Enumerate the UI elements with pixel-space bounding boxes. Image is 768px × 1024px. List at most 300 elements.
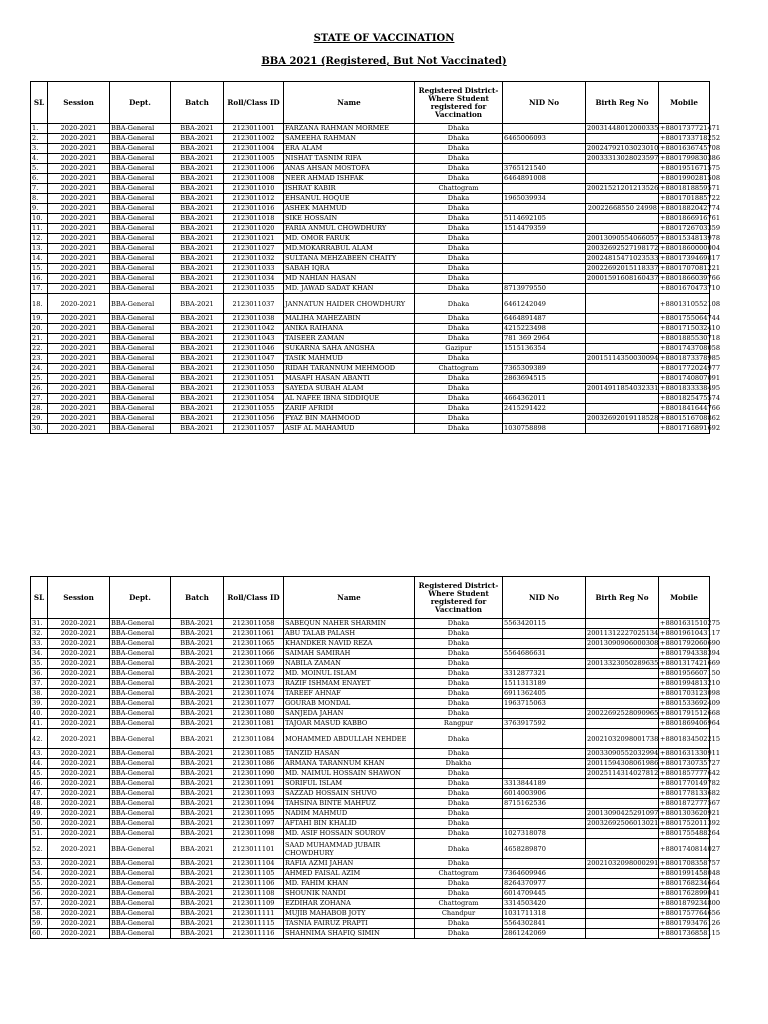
- cell-nid: [503, 254, 586, 264]
- cell-birth-reg: [586, 424, 659, 434]
- cell-birth-reg: 20014911854032331: [587, 384, 659, 392]
- table-row: [31, 679, 710, 689]
- cell-roll-id: 2123011105: [224, 869, 284, 879]
- cell-session: 2020-2021: [48, 334, 110, 344]
- cell-mobile: +8801733718252: [660, 134, 721, 142]
- cell-mobile: +8801793476126: [660, 919, 721, 927]
- document-subtitle: BBA 2021 (Registered, But Not Vaccinated): [261, 56, 507, 67]
- cell-roll-id: 2123011077: [224, 699, 284, 709]
- cell-name: MD. JAWAD SADAT KHAN: [284, 284, 415, 294]
- table-header-row: [31, 577, 710, 619]
- cell-district: Dhaka: [415, 669, 503, 679]
- cell-name: MD. FAHIM KHAN: [284, 879, 415, 889]
- table-row: [31, 154, 710, 164]
- cell-sl: 22.: [31, 344, 48, 354]
- cell-mobile: +8801740814027: [659, 839, 710, 859]
- cell-mobile: +8801991458048: [660, 869, 721, 877]
- cell-district: Dhaka: [415, 809, 503, 819]
- cell-nid: 6464891487: [503, 314, 586, 324]
- cell-mobile: +8801534813978: [660, 234, 721, 242]
- cell-mobile: +8801752011392: [660, 819, 721, 827]
- cell-batch: BBA-2021: [171, 274, 224, 284]
- cell-sl: 16.: [31, 274, 48, 284]
- col-header-session: Session: [48, 577, 110, 619]
- cell-name: ARMANA TARANNUM KHAN: [284, 759, 415, 769]
- cell-dept: BBA-General: [110, 314, 171, 324]
- cell-mobile: +8801730735727: [660, 759, 721, 767]
- cell-nid: 4215223498: [503, 324, 586, 334]
- table-row: [31, 879, 710, 889]
- cell-nid: [503, 809, 586, 819]
- cell-session: 2020-2021: [48, 354, 110, 364]
- cell-roll-id: 2123011073: [224, 679, 284, 689]
- cell-district: Dhaka: [415, 224, 503, 234]
- cell-nid: [503, 264, 586, 274]
- cell-roll-id: 2123011084: [224, 729, 284, 749]
- cell-nid: [503, 204, 586, 214]
- cell-name: MOHAMMED ABDULLAH NEHDEE: [284, 729, 415, 749]
- cell-mobile: +8801990281508: [660, 174, 721, 182]
- col-header-nid: NID No: [503, 577, 586, 619]
- cell-mobile: +8801885530718: [660, 334, 721, 342]
- cell-name: MD. ASIF HOSSAIN SOUROV: [284, 829, 415, 839]
- cell-name: FARIA ANMUL CHOWDHURY: [284, 224, 415, 234]
- cell-sl: 58.: [31, 909, 48, 919]
- cell-batch: BBA-2021: [171, 779, 224, 789]
- cell-roll-id: 2123011116: [224, 929, 284, 939]
- cell-name: SANJEDA JAHAN: [284, 709, 415, 719]
- cell-mobile: +8801794338394: [660, 649, 721, 657]
- cell-batch: BBA-2021: [171, 204, 224, 214]
- table-row: [31, 729, 710, 749]
- cell-birth-reg: 20032692527198172: [587, 244, 659, 252]
- cell-roll-id: 2123011101: [224, 839, 284, 859]
- cell-sl: 49.: [31, 809, 48, 819]
- cell-district: Dhaka: [415, 214, 503, 224]
- cell-birth-reg: [586, 779, 659, 789]
- cell-dept: BBA-General: [110, 779, 171, 789]
- cell-roll-id: 2123011033: [224, 264, 284, 274]
- cell-mobile: +8801636745708: [660, 144, 721, 152]
- cell-district: Dhaka: [415, 659, 503, 669]
- cell-sl: 46.: [31, 779, 48, 789]
- cell-district: Dhaka: [415, 919, 503, 929]
- cell-batch: BBA-2021: [171, 809, 224, 819]
- cell-nid: [503, 859, 586, 869]
- table-row: [31, 414, 710, 424]
- cell-roll-id: 2123011098: [224, 829, 284, 839]
- cell-sl: 2.: [31, 134, 48, 144]
- cell-birth-reg: [586, 929, 659, 939]
- cell-sl: 12.: [31, 234, 48, 244]
- cell-dept: BBA-General: [110, 344, 171, 354]
- cell-roll-id: 2123011066: [224, 649, 284, 659]
- cell-session: 2020-2021: [48, 264, 110, 274]
- cell-name: MUJIB MAHABOB JOTY: [284, 909, 415, 919]
- table-row: [31, 759, 710, 769]
- cell-dept: BBA-General: [110, 174, 171, 184]
- cell-name: MD NAHIAN HASAN: [284, 274, 415, 284]
- table-row: [31, 364, 710, 374]
- cell-dept: BBA-General: [110, 899, 171, 909]
- cell-batch: BBA-2021: [171, 284, 224, 294]
- cell-district: Dhaka: [415, 749, 503, 759]
- cell-name: ZARIF AFRIDI: [284, 404, 415, 414]
- cell-batch: BBA-2021: [171, 244, 224, 254]
- cell-batch: BBA-2021: [171, 619, 224, 629]
- cell-dept: BBA-General: [110, 294, 171, 314]
- cell-dept: BBA-General: [110, 619, 171, 629]
- cell-mobile: +8801872777567: [660, 799, 721, 807]
- cell-batch: BBA-2021: [171, 254, 224, 264]
- cell-name: AL NAFEE IBNA SIDDIQUE: [284, 394, 415, 404]
- table-header-row: [31, 82, 710, 124]
- cell-name: SAMEEHA RAHMAN: [284, 134, 415, 144]
- cell-mobile: +8801879234800: [660, 899, 721, 907]
- cell-name: TAHSINA BINTE MAHFUZ: [284, 799, 415, 809]
- cell-sl: 43.: [31, 749, 48, 759]
- cell-mobile: +8801743708058: [660, 344, 721, 352]
- cell-mobile: +8801772024977: [660, 364, 721, 372]
- cell-birth-reg: [586, 669, 659, 679]
- cell-nid: 1511313189: [503, 679, 586, 689]
- cell-birth-reg: 20021032098001738: [586, 729, 659, 749]
- cell-mobile: +8801778133682: [660, 789, 721, 797]
- cell-district: Dhaka: [415, 689, 503, 699]
- table-row: [31, 134, 710, 144]
- cell-nid: 7364609946: [503, 869, 586, 879]
- cell-birth-reg: 20021521201213526: [587, 184, 659, 192]
- cell-batch: BBA-2021: [171, 214, 224, 224]
- cell-sl: 52.: [31, 839, 48, 859]
- table-row: [31, 124, 710, 134]
- table-row: [31, 629, 710, 639]
- cell-birth-reg: [586, 164, 659, 174]
- table-row: [31, 144, 710, 154]
- cell-dept: BBA-General: [110, 424, 171, 434]
- cell-name: NEER AHMAD ISHFAK: [284, 174, 415, 184]
- col-header-nid: NID No: [503, 82, 586, 124]
- cell-session: 2020-2021: [48, 344, 110, 354]
- cell-district: Dhaka: [415, 314, 503, 324]
- cell-dept: BBA-General: [110, 144, 171, 154]
- cell-sl: 50.: [31, 819, 48, 829]
- cell-mobile: +8801755488264: [660, 829, 721, 837]
- cell-batch: BBA-2021: [171, 859, 224, 869]
- cell-dept: BBA-General: [110, 649, 171, 659]
- cell-sl: 28.: [31, 404, 48, 414]
- cell-batch: BBA-2021: [171, 839, 224, 859]
- table-row: [31, 244, 710, 254]
- cell-dept: BBA-General: [110, 699, 171, 709]
- cell-sl: 27.: [31, 394, 48, 404]
- cell-dept: BBA-General: [110, 879, 171, 889]
- cell-nid: 3765121540: [503, 164, 586, 174]
- col-header-session: Session: [48, 82, 110, 124]
- cell-session: 2020-2021: [48, 859, 110, 869]
- cell-session: 2020-2021: [48, 394, 110, 404]
- cell-dept: BBA-General: [110, 274, 171, 284]
- cell-batch: BBA-2021: [171, 829, 224, 839]
- cell-district: Dhaka: [415, 709, 503, 719]
- table-row: [31, 284, 710, 294]
- cell-dept: BBA-General: [110, 769, 171, 779]
- table-row: [31, 394, 710, 404]
- cell-mobile: +8801716891692: [660, 424, 721, 432]
- table-row: [31, 354, 710, 364]
- col-header-district: Registered District-Where Student registered for Vaccination: [415, 82, 503, 124]
- cell-roll-id: 2123011004: [224, 144, 284, 154]
- cell-roll-id: 2123011001: [224, 124, 284, 134]
- cell-mobile: +8801882042774: [660, 204, 721, 212]
- cell-batch: BBA-2021: [171, 234, 224, 244]
- table-row: [31, 264, 710, 274]
- cell-dept: BBA-General: [110, 124, 171, 134]
- cell-sl: 4.: [31, 154, 48, 164]
- cell-batch: BBA-2021: [171, 154, 224, 164]
- table-row: [31, 184, 710, 194]
- cell-mobile: +8801670473710: [660, 284, 721, 292]
- cell-district: Dhaka: [415, 154, 503, 164]
- cell-sl: 38.: [31, 689, 48, 699]
- cell-name: TASIK MAHMUD: [284, 354, 415, 364]
- cell-dept: BBA-General: [110, 234, 171, 244]
- cell-dept: BBA-General: [110, 254, 171, 264]
- cell-mobile: +8801701885722: [660, 194, 721, 202]
- cell-batch: BBA-2021: [171, 374, 224, 384]
- cell-dept: BBA-General: [110, 214, 171, 224]
- cell-name: ASHEK MAHMUD: [284, 204, 415, 214]
- cell-roll-id: 2123011043: [224, 334, 284, 344]
- cell-batch: BBA-2021: [171, 869, 224, 879]
- cell-nid: [503, 749, 586, 759]
- cell-birth-reg: 20033313028023597: [587, 154, 659, 162]
- cell-birth-reg: [586, 719, 659, 729]
- cell-name: MD. MOINUL ISLAM: [284, 669, 415, 679]
- cell-nid: 5564686631: [503, 649, 586, 659]
- table-row: [31, 384, 710, 394]
- table-row: [31, 194, 710, 204]
- cell-sl: 48.: [31, 799, 48, 809]
- cell-birth-reg: [586, 889, 659, 899]
- cell-dept: BBA-General: [110, 689, 171, 699]
- cell-birth-reg: 20024792103023010: [587, 144, 659, 152]
- cell-sl: 8.: [31, 194, 48, 204]
- cell-birth-reg: [586, 839, 659, 859]
- cell-district: Dhaka: [415, 879, 503, 889]
- cell-name: JANNATUN HAIDER CHOWDHURY: [284, 294, 415, 314]
- cell-roll-id: 2123011050: [224, 364, 284, 374]
- col-header-batch: Batch: [171, 82, 224, 124]
- col-header-sl: SL: [31, 577, 48, 619]
- cell-roll-id: 2123011061: [224, 629, 284, 639]
- cell-district: Dhaka: [415, 284, 503, 294]
- cell-birth-reg: [586, 909, 659, 919]
- cell-session: 2020-2021: [48, 809, 110, 819]
- cell-mobile: +8801533692409: [660, 699, 721, 707]
- cell-dept: BBA-General: [110, 759, 171, 769]
- table-row: [31, 234, 710, 244]
- cell-batch: BBA-2021: [171, 344, 224, 354]
- cell-session: 2020-2021: [48, 719, 110, 729]
- cell-session: 2020-2021: [48, 174, 110, 184]
- cell-name: SHOUNIK NANDI: [284, 889, 415, 899]
- cell-nid: 7365309389: [503, 364, 586, 374]
- cell-dept: BBA-General: [110, 749, 171, 759]
- cell-nid: [503, 184, 586, 194]
- cell-roll-id: 2123011051: [224, 374, 284, 384]
- cell-name: SUKARNA SAHA ANGSHA: [284, 344, 415, 354]
- cell-dept: BBA-General: [110, 184, 171, 194]
- cell-batch: BBA-2021: [171, 669, 224, 679]
- cell-nid: [503, 274, 586, 284]
- cell-nid: 1030758898: [503, 424, 586, 434]
- cell-name: MD.MOKARRABUL ALAM: [284, 244, 415, 254]
- cell-dept: BBA-General: [110, 134, 171, 144]
- cell-session: 2020-2021: [48, 424, 110, 434]
- cell-birth-reg: 20032692019118528: [587, 414, 659, 422]
- cell-mobile: +8801757764656: [660, 909, 721, 917]
- cell-nid: 6911362405: [503, 689, 586, 699]
- cell-district: Dhaka: [415, 619, 503, 629]
- cell-name: SABEQUN NAHER SHARMIN: [284, 619, 415, 629]
- cell-sl: 41.: [31, 719, 48, 729]
- cell-dept: BBA-General: [110, 889, 171, 899]
- cell-district: Dhaka: [415, 424, 503, 434]
- cell-batch: BBA-2021: [171, 789, 224, 799]
- cell-birth-reg: [586, 789, 659, 799]
- cell-session: 2020-2021: [48, 184, 110, 194]
- cell-nid: [503, 234, 586, 244]
- cell-dept: BBA-General: [110, 194, 171, 204]
- cell-mobile: +8801961043117: [660, 629, 721, 637]
- cell-nid: 1963715063: [503, 699, 586, 709]
- cell-session: 2020-2021: [48, 899, 110, 909]
- cell-nid: [503, 639, 586, 649]
- cell-nid: 5564302841: [503, 919, 586, 929]
- cell-dept: BBA-General: [110, 809, 171, 819]
- cell-nid: 5563420115: [503, 619, 586, 629]
- table-row: [31, 699, 710, 709]
- cell-dept: BBA-General: [110, 364, 171, 374]
- col-header-sl: SL: [31, 82, 48, 124]
- cell-birth-reg: 20001591608160437: [587, 274, 659, 282]
- cell-sl: 14.: [31, 254, 48, 264]
- cell-dept: BBA-General: [110, 819, 171, 829]
- cell-batch: BBA-2021: [171, 929, 224, 939]
- cell-sl: 20.: [31, 324, 48, 334]
- cell-session: 2020-2021: [48, 214, 110, 224]
- cell-sl: 7.: [31, 184, 48, 194]
- cell-mobile: +8801956607150: [660, 669, 721, 677]
- cell-batch: BBA-2021: [171, 749, 224, 759]
- cell-batch: BBA-2021: [171, 909, 224, 919]
- cell-district: Dhaka: [415, 629, 503, 639]
- table-row: [31, 314, 710, 324]
- cell-birth-reg: [586, 214, 659, 224]
- cell-district: Dhaka: [415, 859, 503, 869]
- cell-sl: 29.: [31, 414, 48, 424]
- cell-session: 2020-2021: [48, 284, 110, 294]
- cell-mobile: +8801310552108: [659, 294, 710, 314]
- cell-birth-reg: [586, 324, 659, 334]
- cell-name: ISHRAT KABIR: [284, 184, 415, 194]
- cell-roll-id: 2123011032: [224, 254, 284, 264]
- cell-batch: BBA-2021: [171, 879, 224, 889]
- cell-roll-id: 2123011008: [224, 174, 284, 184]
- cell-sl: 51.: [31, 829, 48, 839]
- cell-session: 2020-2021: [48, 134, 110, 144]
- cell-district: Chattogram: [415, 184, 503, 194]
- cell-dept: BBA-General: [110, 679, 171, 689]
- cell-birth-reg: [586, 919, 659, 929]
- cell-name: SAAD MUHAMMAD JUBAIR CHOWDHURY: [284, 839, 415, 859]
- cell-nid: 2861242069: [503, 929, 586, 939]
- cell-name: SORIFUL ISLAM: [284, 779, 415, 789]
- cell-birth-reg: [586, 294, 659, 314]
- table-row: [31, 274, 710, 284]
- cell-sl: 11.: [31, 224, 48, 234]
- cell-birth-reg: [586, 879, 659, 889]
- cell-birth-reg: 20013090906000308: [587, 639, 659, 647]
- cell-name: SAIMAH SAMIRAH: [284, 649, 415, 659]
- cell-roll-id: 2123011047: [224, 354, 284, 364]
- cell-dept: BBA-General: [110, 404, 171, 414]
- cell-district: Dhaka: [415, 404, 503, 414]
- cell-session: 2020-2021: [48, 689, 110, 699]
- table-row: [31, 294, 710, 314]
- cell-dept: BBA-General: [110, 859, 171, 869]
- cell-roll-id: 2123011104: [224, 859, 284, 869]
- cell-mobile: +8801755064744: [660, 314, 721, 322]
- cell-sl: 54.: [31, 869, 48, 879]
- table-row: [31, 769, 710, 779]
- cell-roll-id: 2123011109: [224, 899, 284, 909]
- cell-dept: BBA-General: [110, 659, 171, 669]
- table-row: [31, 254, 710, 264]
- cell-name: MASAFI HASAN ABANTI: [284, 374, 415, 384]
- cell-nid: 1031711318: [503, 909, 586, 919]
- cell-nid: 3312877321: [503, 669, 586, 679]
- cell-session: 2020-2021: [48, 164, 110, 174]
- cell-dept: BBA-General: [110, 284, 171, 294]
- cell-batch: BBA-2021: [171, 689, 224, 699]
- cell-birth-reg: [586, 899, 659, 909]
- table-row: [31, 869, 710, 879]
- cell-birth-reg: [586, 224, 659, 234]
- cell-name: FARZANA RAHMAN MORMEE: [284, 124, 415, 134]
- cell-session: 2020-2021: [48, 224, 110, 234]
- table-row: [31, 324, 710, 334]
- cell-sl: 6.: [31, 174, 48, 184]
- cell-district: Dhaka: [415, 194, 503, 204]
- cell-mobile: +8801726703359: [660, 224, 721, 232]
- cell-birth-reg: 20011312227025134: [587, 629, 659, 637]
- cell-session: 2020-2021: [48, 629, 110, 639]
- cell-sl: 26.: [31, 384, 48, 394]
- cell-birth-reg: 20033090552032994: [587, 749, 659, 757]
- cell-name: SAYEDA SUBAH ALAM: [284, 384, 415, 394]
- cell-batch: BBA-2021: [171, 324, 224, 334]
- cell-district: Dhaka: [415, 164, 503, 174]
- cell-name: EZDIHAR ZOHANA: [284, 899, 415, 909]
- table-row: [31, 669, 710, 679]
- cell-name: FYAZ BIN MAHMOOD: [284, 414, 415, 424]
- cell-mobile: +8801715032410: [660, 324, 721, 332]
- cell-birth-reg: [586, 699, 659, 709]
- table-row: [31, 404, 710, 414]
- cell-sl: 30.: [31, 424, 48, 434]
